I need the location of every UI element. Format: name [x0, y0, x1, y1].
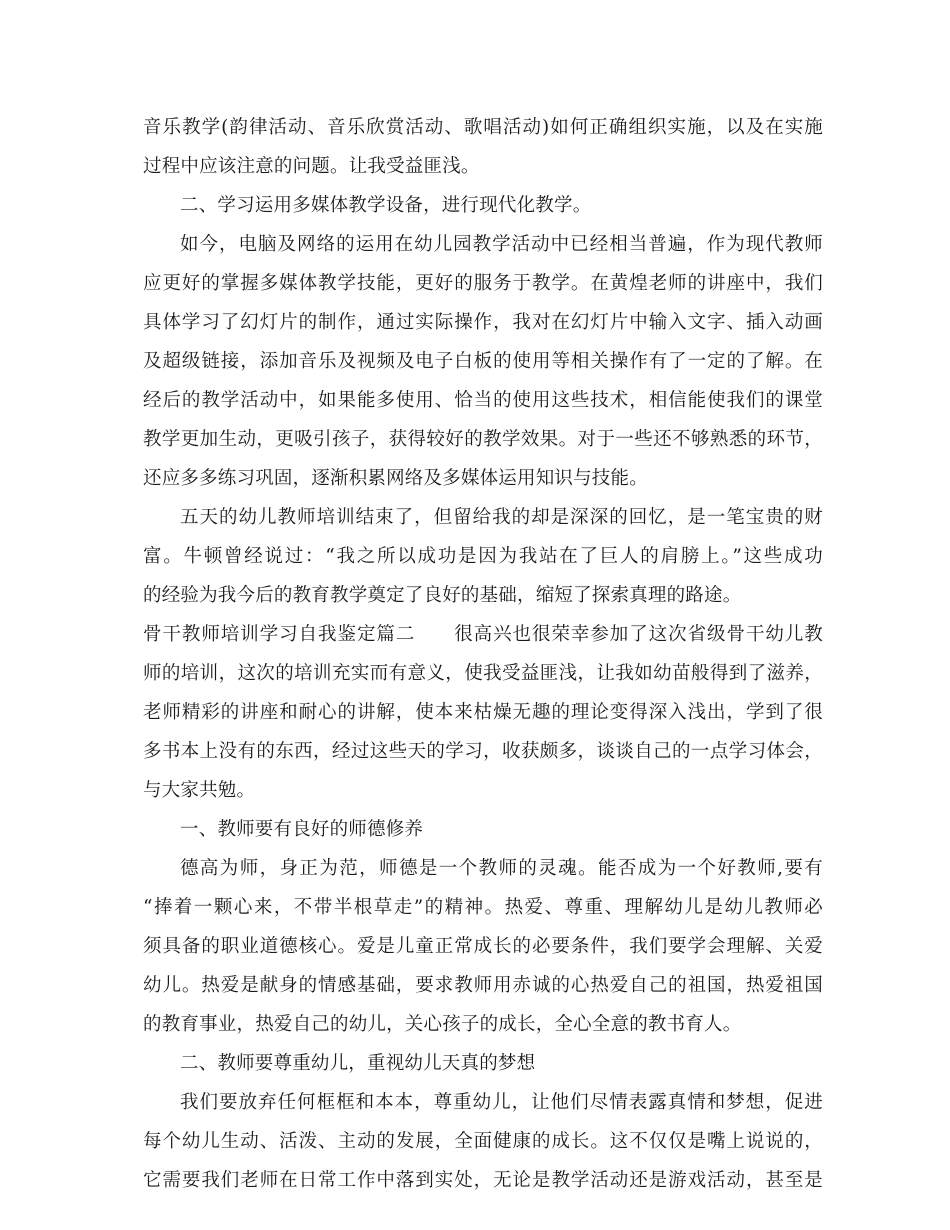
- text-line: 具体学习了幻灯片的制作，通过实际操作，我对在幻灯片中输入文字、插入动画: [143, 312, 823, 333]
- text-line: 应更好的掌握多媒体教学技能，更好的服务于教学。在黄煌老师的讲座中，我们: [143, 273, 823, 294]
- text-line: 及超级链接，添加音乐及视频及电子白板的使用等相关操作有了一定的了解。在: [143, 351, 823, 372]
- text-line: 如今，电脑及网络的运用在幼儿园教学活动中已经相当普遍，作为现代教师: [180, 234, 823, 255]
- text-line: 我们要放弃任何框框和本本，尊重幼儿，让他们尽情表露真情和梦想，促进: [180, 1092, 823, 1113]
- text-line: 经后的教学活动中，如果能多使用、恰当的使用这些技术，相信能使我们的课堂: [143, 390, 823, 411]
- text-line: “捧着一颗心来，不带半根草走”的精神。热爱、尊重、理解幼儿是幼儿教师必: [143, 897, 823, 918]
- text-line: 每个幼儿生动、活泼、主动的发展，全面健康的成长。这不仅仅是嘴上说说的，: [143, 1131, 823, 1152]
- text-line: 五天的幼儿教师培训结束了，但留给我的却是深深的回忆，是一笔宝贵的财: [180, 507, 823, 528]
- text-line: 还应多多练习巩固，逐渐积累网络及多媒体运用知识与技能。: [143, 468, 648, 489]
- text-line: 与大家共勉。: [143, 780, 256, 801]
- text-line: 富。牛顿曾经说过：“我之所以成功是因为我站在了巨人的肩膀上。”这些成功: [143, 546, 823, 567]
- text-line: 的经验为我今后的教育教学奠定了良好的基础，缩短了探索真理的路途。: [143, 585, 742, 606]
- text-line: 须具备的职业道德核心。爱是儿童正常成长的必要条件，我们要学会理解、关爱: [143, 936, 823, 957]
- text-line: 德高为师，身正为范，师德是一个教师的灵魂。能否成为一个好教师,要有: [180, 858, 823, 879]
- section-heading: 一、教师要有良好的师德修养: [180, 819, 424, 840]
- section-heading: 二、教师要尊重幼儿，重视幼儿天真的梦想: [180, 1053, 536, 1074]
- section-heading: 二、学习运用多媒体教学设备，进行现代化教学。: [180, 195, 592, 216]
- text-line: 老师精彩的讲座和耐心的讲解，使本来枯燥无趣的理论变得深入浅出，学到了很: [143, 702, 823, 723]
- text-line: 音乐教学(韵律活动、音乐欣赏活动、歌唱活动)如何正确组织实施，以及在实施: [143, 117, 823, 138]
- text-line: 师的培训，这次的培训充实而有意义，使我受益匪浅，让我如幼苗般得到了滋养，: [143, 663, 823, 684]
- text-line: 过程中应该注意的问题。让我受益匪浅。: [143, 156, 480, 177]
- text-line: 教学更加生动，更吸引孩子，获得较好的教学效果。对于一些还不够熟悉的环节，: [143, 429, 823, 450]
- text-line: 幼儿。热爱是献身的情感基础，要求教师用赤诚的心热爱自己的祖国，热爱祖国: [143, 975, 823, 996]
- section-title-line: 骨干教师培训学习自我鉴定篇二 很高兴也很荣幸参加了这次省级骨干幼儿教: [143, 624, 823, 645]
- text-line: 多书本上没有的东西，经过这些天的学习，收获颇多，谈谈自己的一点学习体会，: [143, 741, 823, 762]
- text-line: 的教育事业，热爱自己的幼儿，关心孩子的成长，全心全意的教书育人。: [143, 1014, 742, 1035]
- text-line: 它需要我们老师在日常工作中落到实处，无论是教学活动还是游戏活动，甚至是: [143, 1170, 823, 1191]
